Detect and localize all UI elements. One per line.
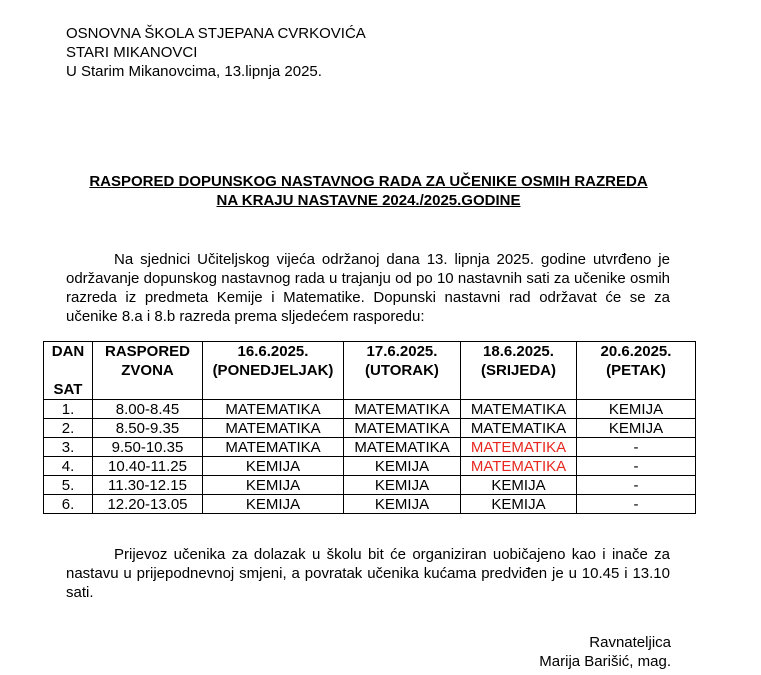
table-cell-highlighted: MATEMATIKA bbox=[461, 457, 577, 476]
header-cell-friday bbox=[577, 342, 696, 400]
header-line: DAN bbox=[51, 343, 85, 360]
table-cell: KEMIJA bbox=[344, 495, 461, 514]
document-title bbox=[0, 172, 737, 210]
table-cell: 12.20-13.05 bbox=[93, 495, 203, 514]
table-cell: KEMIJA bbox=[577, 400, 696, 419]
table-cell: MATEMATIKA bbox=[203, 419, 344, 438]
table-cell: 10.40-11.25 bbox=[93, 457, 203, 476]
table-cell: 5. bbox=[44, 476, 93, 495]
table-cell: MATEMATIKA bbox=[203, 438, 344, 457]
header-line: 20.6.2025. bbox=[600, 343, 672, 360]
table-cell: KEMIJA bbox=[203, 457, 344, 476]
outro-paragraph bbox=[66, 545, 670, 602]
table-cell: KEMIJA bbox=[344, 457, 461, 476]
header-line: (SRIJEDA) bbox=[480, 362, 556, 379]
outro-text: Prijevoz učenika za dolazak u školu bit će organiziran uobičajeno kao i inače za nastavu u prijepodnevnoj smjeni, a povratak učenika kućama predviđen je u 10.45 i 13.10 sati. bbox=[66, 546, 670, 601]
intro-text: Na sjednici Učiteljskog vijeća održanoj dana 13. lipnja 2025. godine utvrđeno je održavanje dopunskog nastavnog rada u trajanju od po 10 nastavnih sati za učenike osmih razreda iz predmeta Kemije i Matematike. Dopunski nastavni rad održavat će se za učenike 8.a i 8.b razreda prema sljedećem rasporedu: bbox=[66, 251, 670, 325]
header-cell-raspored bbox=[93, 342, 203, 400]
table-row bbox=[44, 495, 696, 514]
signature-name: Marija Barišić, mag. bbox=[539, 653, 671, 670]
header-cell-tuesday bbox=[344, 342, 461, 400]
table-cell: - bbox=[577, 457, 696, 476]
title-line-2: NA KRAJU NASTAVNE 2024./2025.GODINE bbox=[216, 192, 521, 209]
table-cell: 8.50-9.35 bbox=[93, 419, 203, 438]
header-cell-dan-sat bbox=[44, 342, 93, 400]
table-cell: - bbox=[577, 438, 696, 457]
table-row bbox=[44, 457, 696, 476]
table-cell: 11.30-12.15 bbox=[93, 476, 203, 495]
table-cell: - bbox=[577, 476, 696, 495]
table-cell: KEMIJA bbox=[461, 495, 577, 514]
signature-block bbox=[539, 633, 671, 671]
table-cell: 3. bbox=[44, 438, 93, 457]
school-town: STARI MIKANOVCI bbox=[66, 44, 198, 61]
header-cell-wednesday bbox=[461, 342, 577, 400]
table-row bbox=[44, 476, 696, 495]
table-cell: KEMIJA bbox=[344, 476, 461, 495]
table-cell: MATEMATIKA bbox=[461, 400, 577, 419]
table-row bbox=[44, 400, 696, 419]
table-cell: 4. bbox=[44, 457, 93, 476]
signature-role: Ravnateljica bbox=[589, 634, 671, 651]
header-line: SAT bbox=[53, 381, 83, 398]
table-cell-highlighted: MATEMATIKA bbox=[461, 438, 577, 457]
table-row bbox=[44, 438, 696, 457]
table-cell: MATEMATIKA bbox=[203, 400, 344, 419]
header-line: (PETAK) bbox=[606, 362, 666, 379]
place-date: U Starim Mikanovcima, 13.lipnja 2025. bbox=[66, 63, 322, 80]
letterhead bbox=[66, 24, 366, 81]
table-cell: MATEMATIKA bbox=[344, 419, 461, 438]
table-cell: 6. bbox=[44, 495, 93, 514]
table-cell: 8.00-8.45 bbox=[93, 400, 203, 419]
header-cell-monday bbox=[203, 342, 344, 400]
table-header-row bbox=[44, 342, 696, 400]
table-cell: MATEMATIKA bbox=[461, 419, 577, 438]
header-line: 18.6.2025. bbox=[483, 343, 554, 360]
title-line-1: RASPORED DOPUNSKOG NASTAVNOG RADA ZA UČENIKE OSMIH RAZREDA bbox=[89, 173, 648, 190]
table-cell: - bbox=[577, 495, 696, 514]
header-spacer bbox=[44, 361, 92, 380]
schedule-table bbox=[43, 341, 696, 514]
table-cell: 2. bbox=[44, 419, 93, 438]
header-line: RASPORED bbox=[104, 343, 190, 360]
table-cell: MATEMATIKA bbox=[344, 438, 461, 457]
header-line: (PONEDJELJAK) bbox=[212, 362, 334, 379]
intro-paragraph bbox=[66, 250, 670, 326]
table-cell: KEMIJA bbox=[203, 495, 344, 514]
table-cell: 1. bbox=[44, 400, 93, 419]
header-line: 17.6.2025. bbox=[366, 343, 438, 360]
header-line: (UTORAK) bbox=[365, 362, 439, 379]
table-row bbox=[44, 419, 696, 438]
header-line: ZVONA bbox=[121, 362, 174, 379]
school-name: OSNOVNA ŠKOLA STJEPANA CVRKOVIĆA bbox=[66, 25, 366, 42]
table-cell: KEMIJA bbox=[577, 419, 696, 438]
table-cell: KEMIJA bbox=[203, 476, 344, 495]
table-cell: 9.50-10.35 bbox=[93, 438, 203, 457]
header-line: 16.6.2025. bbox=[237, 343, 309, 360]
table-cell: KEMIJA bbox=[461, 476, 577, 495]
table-cell: MATEMATIKA bbox=[344, 400, 461, 419]
